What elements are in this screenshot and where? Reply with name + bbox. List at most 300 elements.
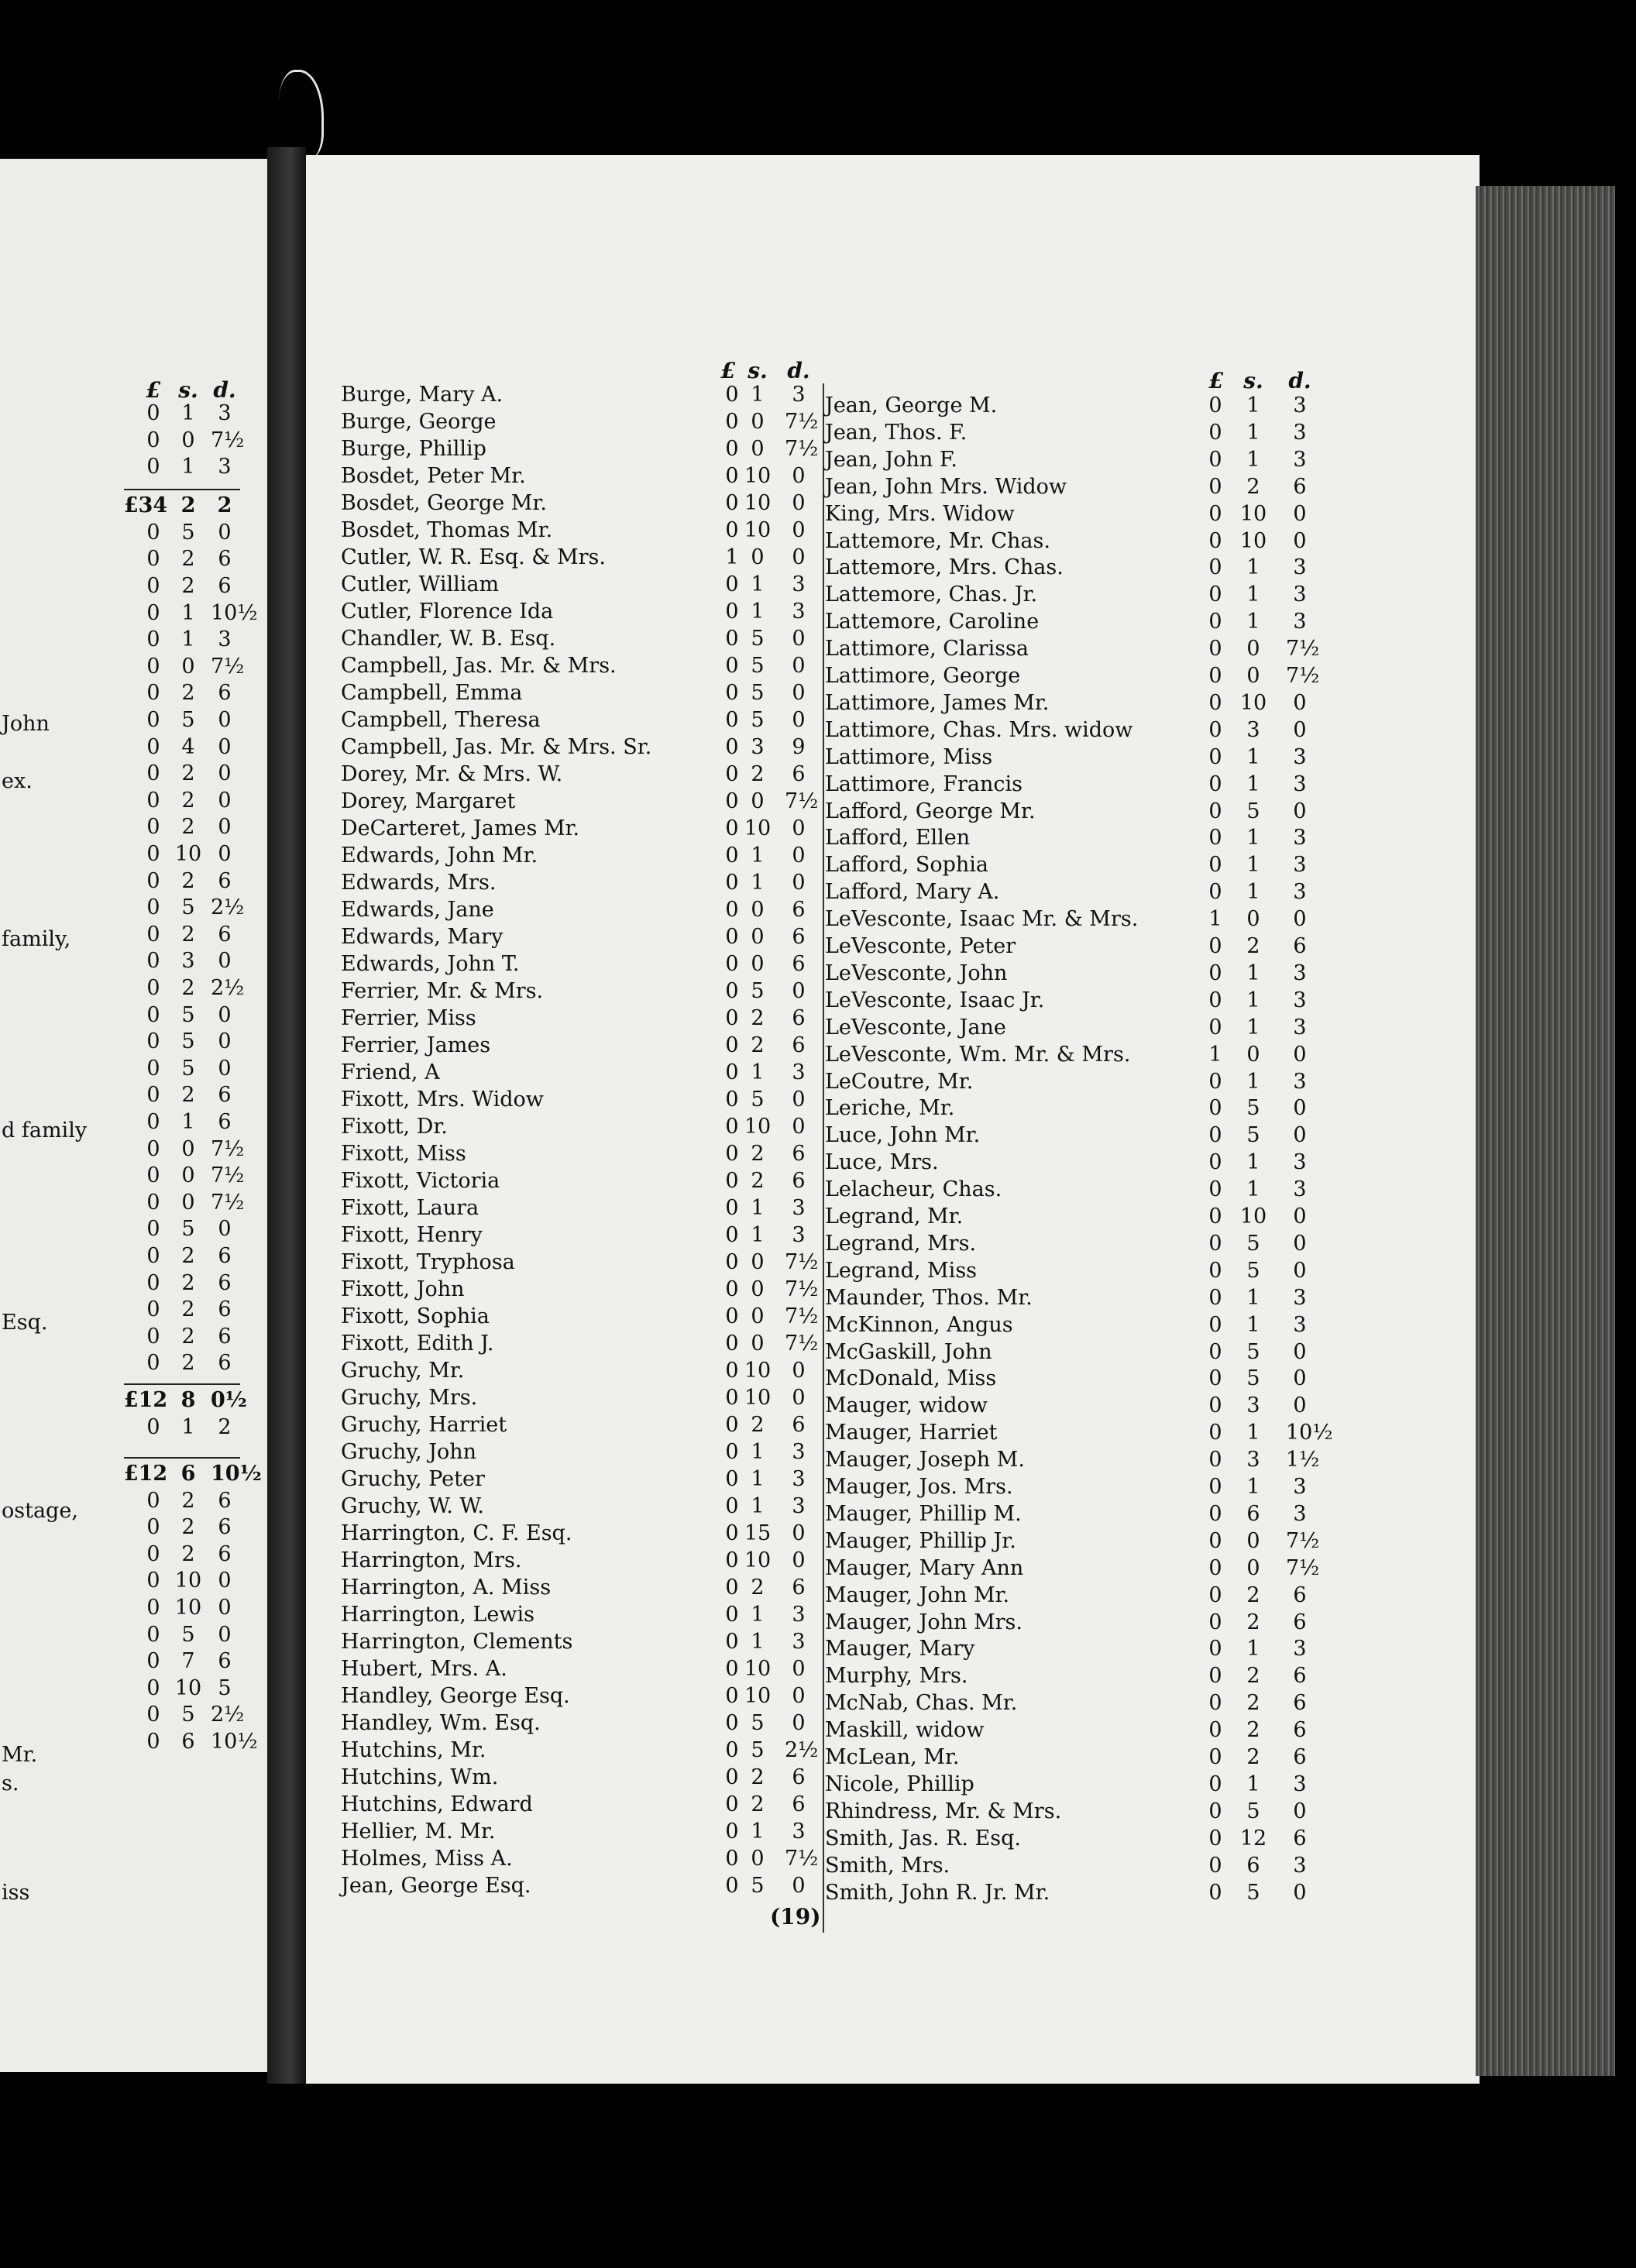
amount-pence: 6: [792, 898, 806, 922]
list-item: [825, 1528, 1321, 1555]
list-item: [341, 1846, 821, 1872]
prev-amount-pence: 2: [218, 1415, 232, 1439]
list-item: [825, 1312, 1321, 1338]
amount-pounds: 0: [1208, 1312, 1222, 1337]
list-item: [341, 843, 821, 869]
prev-amount-shillings: 4: [181, 734, 195, 759]
amount-pence: 0: [792, 979, 806, 1003]
amount-pence: 0: [792, 1657, 806, 1681]
subscriber-name: Burge, George: [341, 410, 497, 434]
amount-shillings: 10: [744, 491, 772, 515]
amount-shillings: 3: [1246, 1448, 1260, 1472]
amount-pence: 0: [792, 1359, 806, 1383]
subscriber-name: Fixott, Dr.: [341, 1115, 448, 1139]
amount-pence: 6: [1293, 1826, 1307, 1850]
amount-pence: 3: [792, 1223, 806, 1247]
amount-shillings: 5: [751, 1874, 765, 1898]
prev-amount-pounds: 0: [146, 1730, 160, 1754]
amount-pence: 0: [1293, 1339, 1307, 1364]
header-pound-right: £: [1208, 368, 1224, 393]
amount-pounds: 0: [725, 952, 739, 976]
amount-pence: 3: [1293, 1771, 1307, 1796]
subscriber-name: Cutler, William: [341, 572, 500, 596]
amount-pounds: 0: [725, 572, 739, 596]
subscriber-name: Dorey, Mr. & Mrs. W.: [341, 762, 563, 786]
list-item: [825, 1880, 1321, 1906]
amount-pounds: 0: [725, 1359, 739, 1383]
amount-pence: 7½: [785, 1250, 819, 1274]
prev-page-name: ex.: [2, 769, 33, 793]
subscriber-name: Harrington, Clements: [341, 1630, 573, 1654]
prev-amount-shillings: 2: [181, 1351, 195, 1376]
subscriber-name: Lafford, Mary A.: [825, 880, 1000, 905]
amount-pounds: 0: [725, 1765, 739, 1789]
list-item: [825, 1690, 1321, 1716]
list-item: [825, 744, 1321, 771]
prev-amount-pounds: 0: [146, 1136, 160, 1161]
amount-shillings: 0: [1246, 1042, 1260, 1067]
amount-shillings: 6: [1246, 1853, 1260, 1878]
subscriber-name: Burge, Mary A.: [341, 383, 504, 407]
amount-pence: 3: [1293, 1285, 1307, 1310]
amount-shillings: 1: [1246, 1177, 1260, 1202]
amount-shillings: 2: [1246, 1582, 1260, 1607]
prev-amount-shillings: 2: [181, 815, 195, 840]
list-item: [825, 1042, 1321, 1068]
amount-pounds: 0: [725, 1332, 739, 1356]
amount-pence: 3: [792, 383, 806, 407]
amount-pounds: 0: [1208, 1448, 1222, 1472]
amount-pence: 3: [1293, 555, 1307, 580]
amount-pounds: 0: [725, 1142, 739, 1166]
amount-pounds: 0: [725, 1738, 739, 1762]
list-item: [341, 599, 821, 625]
amount-pounds: 1: [1208, 907, 1222, 932]
subscriber-name: Lattimore, Chas. Mrs. widow: [825, 717, 1133, 742]
subscriber-name: DeCarteret, James Mr.: [341, 816, 580, 840]
subscriber-name: Bosdet, Thomas Mr.: [341, 518, 553, 542]
amount-shillings: 0: [751, 789, 765, 813]
prev-amount-pence: 3: [218, 627, 232, 652]
amount-pence: 3: [1293, 610, 1307, 634]
list-item: [825, 420, 1321, 446]
amount-pounds: 0: [725, 1386, 739, 1410]
prev-amount-pence: 10½: [211, 1730, 258, 1754]
amount-shillings: 0: [1246, 664, 1260, 688]
amount-pence: 0: [792, 464, 806, 488]
prev-amount-pence: 6: [218, 574, 232, 598]
amount-pence: 1½: [1286, 1448, 1320, 1472]
subscriber-name: Fixott, Henry: [341, 1223, 483, 1247]
amount-pounds: 0: [725, 681, 739, 705]
amount-pence: 0: [792, 1548, 806, 1572]
prev-amount-pounds: £34: [123, 493, 168, 518]
prev-amount-pence: 3: [218, 401, 232, 425]
subscriber-name: Lattemore, Mrs. Chas.: [825, 555, 1064, 580]
prev-amount-pence: 6: [218, 922, 232, 947]
list-item: [825, 1717, 1321, 1744]
amount-pence: 7½: [785, 410, 819, 434]
amount-pence: 6: [792, 1792, 806, 1816]
amount-pence: 6: [792, 1006, 806, 1030]
prev-amount-pence: 0: [218, 815, 232, 840]
amount-pence: 7½: [1286, 637, 1320, 662]
amount-pounds: 0: [1208, 1582, 1222, 1607]
amount-shillings: 2: [751, 1169, 765, 1193]
amount-pounds: 0: [1208, 960, 1222, 985]
amount-shillings: 1: [1246, 744, 1260, 769]
amount-pence: 7½: [1286, 1528, 1320, 1553]
amount-pence: 3: [1293, 420, 1307, 445]
prev-amount-shillings: 0: [181, 1163, 195, 1188]
prev-amount-shillings: 1: [181, 627, 195, 652]
prev-amount-shillings: 2: [181, 574, 195, 598]
list-item: [341, 1222, 821, 1249]
amount-pounds: 0: [1208, 1393, 1222, 1418]
subscriber-name: McKinnon, Angus: [825, 1312, 1013, 1337]
amount-shillings: 6: [1246, 1501, 1260, 1526]
amount-shillings: 1: [1246, 1015, 1260, 1040]
list-item: [341, 1710, 821, 1737]
amount-shillings: 1: [751, 1494, 765, 1518]
prev-amount-shillings: 5: [181, 520, 195, 545]
prev-amount-pence: 0: [218, 761, 232, 786]
prev-amount-pence: 6: [218, 1488, 232, 1513]
prev-amount-shillings: 2: [181, 1541, 195, 1566]
subscriber-name: Friend, A: [341, 1060, 440, 1084]
list-item: [825, 1582, 1321, 1609]
prev-amount-pence: 6: [218, 1297, 232, 1322]
amount-pounds: 0: [1208, 853, 1222, 878]
header-shilling: s.: [748, 358, 768, 383]
amount-pounds: 0: [725, 708, 739, 732]
list-item: [341, 1412, 821, 1438]
amount-pounds: 0: [1208, 528, 1222, 553]
list-item: [341, 1060, 821, 1086]
amount-pence: 0: [1293, 1799, 1307, 1823]
amount-pence: 7½: [785, 437, 819, 461]
list-item: [825, 1204, 1321, 1230]
amount-pence: 0: [1293, 690, 1307, 715]
prev-amount-pence: 6: [218, 868, 232, 893]
prev-amount-pence: 0: [218, 1002, 232, 1027]
list-item: [341, 1602, 821, 1628]
list-item: [825, 1826, 1321, 1852]
prev-amount-pounds: 0: [146, 922, 160, 947]
amount-shillings: 2: [751, 1006, 765, 1030]
subscriber-name: Mauger, widow: [825, 1393, 988, 1418]
amount-pounds: 0: [1208, 1366, 1222, 1391]
prev-page-name: family,: [2, 927, 71, 951]
prev-amount-shillings: 0: [181, 1136, 195, 1161]
list-item: [825, 1069, 1321, 1095]
amount-pounds: 0: [1208, 1771, 1222, 1796]
amount-shillings: 1: [751, 1196, 765, 1220]
amount-shillings: 2: [751, 1033, 765, 1057]
list-item: [341, 1195, 821, 1222]
amount-pounds: 0: [725, 654, 739, 678]
subscriber-name: Lafford, George Mr.: [825, 799, 1036, 823]
subscriber-name: Bosdet, Peter Mr.: [341, 464, 526, 488]
amount-pence: 0: [1293, 907, 1307, 932]
list-item: [825, 1231, 1321, 1257]
prev-amount-pence: 0: [218, 734, 232, 759]
amount-pence: 0: [1293, 1204, 1307, 1228]
list-item: [825, 474, 1321, 500]
amount-pounds: 0: [1208, 474, 1222, 499]
pencil-mark: [279, 70, 324, 157]
amount-pounds: 0: [725, 762, 739, 786]
amount-shillings: 12: [1239, 1826, 1267, 1850]
amount-shillings: 5: [751, 1088, 765, 1112]
prev-amount-pence: 10½: [211, 1462, 262, 1486]
total-rule: [124, 1383, 240, 1385]
list-item: [341, 1819, 821, 1845]
list-item: [825, 393, 1321, 419]
list-item: [341, 1548, 821, 1574]
list-item: [825, 1744, 1321, 1771]
prev-amount-shillings: 1: [181, 1415, 195, 1439]
prev-amount-shillings: 2: [181, 788, 195, 813]
amount-pounds: 0: [725, 383, 739, 407]
subscriber-name: Mauger, Phillip M.: [825, 1501, 1022, 1526]
subscriber-name: Smith, Mrs.: [825, 1853, 950, 1878]
prev-amount-pence: 0: [218, 708, 232, 732]
list-item: [341, 897, 821, 923]
amount-pence: 0: [1293, 1366, 1307, 1391]
amount-pence: 3: [792, 1603, 806, 1627]
subscriber-name: Mauger, John Mrs.: [825, 1610, 1022, 1634]
prev-amount-shillings: 10: [174, 842, 202, 866]
amount-shillings: 10: [1239, 1204, 1267, 1228]
subscriber-name: Jean, George M.: [825, 393, 998, 418]
list-item: [341, 1249, 821, 1276]
prev-amount-pounds: 0: [146, 1190, 160, 1215]
amount-pounds: 0: [1208, 1745, 1222, 1769]
list-item: [825, 933, 1321, 960]
subscriber-name: Gruchy, Mr.: [341, 1359, 465, 1383]
amount-pounds: 0: [725, 816, 739, 840]
subscriber-name: Fixott, Edith J.: [341, 1332, 494, 1356]
prev-amount-pence: 6: [218, 1270, 232, 1295]
amount-pence: 0: [792, 1386, 806, 1410]
prev-amount-shillings: 2: [181, 761, 195, 786]
subscriber-name: Hellier, M. Mr.: [341, 1820, 496, 1844]
amount-shillings: 0: [1246, 637, 1260, 662]
amount-shillings: 1: [1246, 771, 1260, 796]
amount-pence: 7½: [785, 1332, 819, 1356]
list-item: [825, 1474, 1321, 1500]
prev-amount-shillings: 2: [181, 1270, 195, 1295]
amount-pounds: 0: [725, 1413, 739, 1437]
list-item: [341, 1521, 821, 1547]
amount-pence: 0: [792, 1115, 806, 1139]
total-rule: [124, 1457, 240, 1459]
prev-amount-pounds: 0: [146, 1244, 160, 1268]
amount-shillings: 1: [751, 1060, 765, 1084]
list-item: [341, 1629, 821, 1655]
amount-shillings: 2: [1246, 1664, 1260, 1689]
list-item: [341, 789, 821, 815]
list-item: [341, 1493, 821, 1520]
list-item: [341, 382, 821, 408]
list-item: [341, 1737, 821, 1764]
list-item: [341, 436, 821, 462]
prev-amount-pounds: 0: [146, 428, 160, 452]
amount-pence: 6: [792, 1765, 806, 1789]
amount-shillings: 2: [1246, 934, 1260, 958]
amount-shillings: 5: [751, 979, 765, 1003]
amount-shillings: 10: [744, 1115, 772, 1139]
amount-pounds: 0: [725, 1169, 739, 1193]
prev-amount-pence: 6: [218, 1541, 232, 1566]
subscriber-name: Hutchins, Mr.: [341, 1738, 486, 1762]
list-item: [341, 734, 821, 761]
prev-amount-shillings: 2: [181, 1244, 195, 1268]
list-item: [825, 1555, 1321, 1582]
subscriber-name: Campbell, Jas. Mr. & Mrs. Sr.: [341, 735, 652, 759]
subscriber-name: LeCoutre, Mr.: [825, 1069, 974, 1094]
amount-shillings: 1: [1246, 960, 1260, 985]
amount-pounds: 0: [1208, 1123, 1222, 1148]
subscriber-name: Dorey, Margaret: [341, 789, 516, 813]
amount-pence: 7½: [785, 1847, 819, 1871]
list-item: [825, 1015, 1321, 1041]
amount-pounds: 0: [725, 1467, 739, 1491]
amount-pence: 3: [792, 1820, 806, 1844]
amount-shillings: 2: [1246, 474, 1260, 499]
list-item: [341, 1765, 821, 1791]
subscriber-name: Edwards, Mrs.: [341, 871, 497, 895]
amount-pounds: 0: [725, 1521, 739, 1545]
subscriber-name: Edwards, Jane: [341, 898, 494, 922]
subscriber-name: Fixott, Miss: [341, 1142, 466, 1166]
book-spine: [267, 147, 306, 2084]
prev-amount-pence: 5: [218, 1675, 232, 1700]
subscriber-name: LeVesconte, Isaac Jr.: [825, 988, 1045, 1012]
amount-pounds: 0: [1208, 664, 1222, 688]
amount-pence: 3: [1293, 880, 1307, 905]
amount-pounds: 0: [725, 1874, 739, 1898]
amount-pounds: 0: [725, 979, 739, 1003]
list-item: [825, 1095, 1321, 1122]
amount-pounds: 0: [725, 1006, 739, 1030]
amount-pence: 0: [792, 816, 806, 840]
amount-shillings: 1: [751, 1603, 765, 1627]
prev-amount-pounds: 0: [146, 1675, 160, 1700]
subscriber-name: Legrand, Mrs.: [825, 1231, 977, 1256]
subscriber-name: Cutler, Florence Ida: [341, 600, 554, 624]
list-item: [825, 1285, 1321, 1311]
list-item: [341, 1114, 821, 1140]
amount-pence: 6: [1293, 474, 1307, 499]
prev-amount-pounds: 0: [146, 1596, 160, 1620]
list-item: [341, 572, 821, 598]
list-item: [341, 1168, 821, 1194]
prev-page-name: s.: [2, 1771, 19, 1796]
list-item: [341, 816, 821, 842]
subscriber-name: Jean, George Esq.: [341, 1874, 531, 1898]
list-item: [341, 545, 821, 571]
prev-amount-shillings: 10: [174, 1675, 202, 1700]
amount-shillings: 5: [1246, 1339, 1260, 1364]
prev-amount-pence: 6: [218, 1351, 232, 1376]
header-shilling-right: s.: [1243, 368, 1263, 393]
subscriber-name: Lattimore, Francis: [825, 771, 1023, 796]
amount-pounds: 0: [1208, 1421, 1222, 1445]
amount-pence: 3: [1293, 1069, 1307, 1094]
amount-pence: 3: [1293, 447, 1307, 472]
prev-amount-pence: 0: [218, 1217, 232, 1242]
list-item: [825, 1447, 1321, 1473]
amount-pence: 0: [792, 708, 806, 732]
subscriber-name: Jean, Thos. F.: [825, 420, 968, 445]
prev-amount-pounds: 0: [146, 842, 160, 866]
prev-amount-pounds: 0: [146, 1110, 160, 1134]
amount-shillings: 1: [1246, 1069, 1260, 1094]
amount-pence: 2½: [785, 1738, 819, 1762]
amount-shillings: 3: [751, 735, 765, 759]
prev-amount-pounds: 0: [146, 455, 160, 479]
amount-shillings: 0: [751, 898, 765, 922]
subscriber-name: Burge, Phillip: [341, 437, 486, 461]
amount-shillings: 1: [1246, 1312, 1260, 1337]
list-item: [341, 1277, 821, 1303]
prev-amount-pence: 7½: [211, 654, 245, 679]
subscriber-name: LeVesconte, Jane: [825, 1015, 1006, 1040]
amount-shillings: 2: [751, 1792, 765, 1816]
list-item: [341, 1792, 821, 1818]
amount-shillings: 0: [1246, 1555, 1260, 1580]
list-item: [341, 1304, 821, 1330]
subscriber-name: McLean, Mr.: [825, 1745, 960, 1769]
amount-pounds: 0: [1208, 1610, 1222, 1634]
prev-amount-pence: 6: [218, 1083, 232, 1108]
subscriber-name: Gruchy, Peter: [341, 1467, 485, 1491]
prev-amount-pounds: 0: [146, 681, 160, 706]
amount-pounds: 0: [725, 1223, 739, 1247]
amount-shillings: 1: [1246, 582, 1260, 607]
amount-shillings: 1: [751, 1223, 765, 1247]
amount-pence: 3: [1293, 1475, 1307, 1499]
amount-pence: 6: [1293, 1582, 1307, 1607]
list-item: [341, 1087, 821, 1113]
list-item: [825, 1420, 1333, 1446]
prev-header-shilling: s.: [178, 377, 198, 403]
amount-pounds: 0: [1208, 447, 1222, 472]
prev-amount-pence: 6: [218, 1244, 232, 1268]
list-item: [341, 951, 821, 978]
prev-amount-pounds: 0: [146, 1515, 160, 1540]
amount-shillings: 3: [1246, 1393, 1260, 1418]
prev-amount-pounds: 0: [146, 708, 160, 732]
amount-shillings: 0: [1246, 907, 1260, 932]
amount-pence: 3: [792, 1494, 806, 1518]
list-item: [825, 879, 1321, 905]
amount-shillings: 10: [1239, 690, 1267, 715]
amount-shillings: 1: [1246, 853, 1260, 878]
amount-shillings: 10: [744, 1548, 772, 1572]
list-item: [825, 663, 1321, 689]
subscriber-name: Lattimore, James Mr.: [825, 690, 1050, 715]
amount-shillings: 0: [1246, 1528, 1260, 1553]
amount-pounds: 0: [725, 437, 739, 461]
prev-amount-pence: 0: [218, 1029, 232, 1054]
amount-pence: 0: [792, 1684, 806, 1708]
subscriber-name: Gruchy, Harriet: [341, 1413, 507, 1437]
list-item: [825, 447, 1321, 473]
amount-shillings: 1: [1246, 393, 1260, 418]
